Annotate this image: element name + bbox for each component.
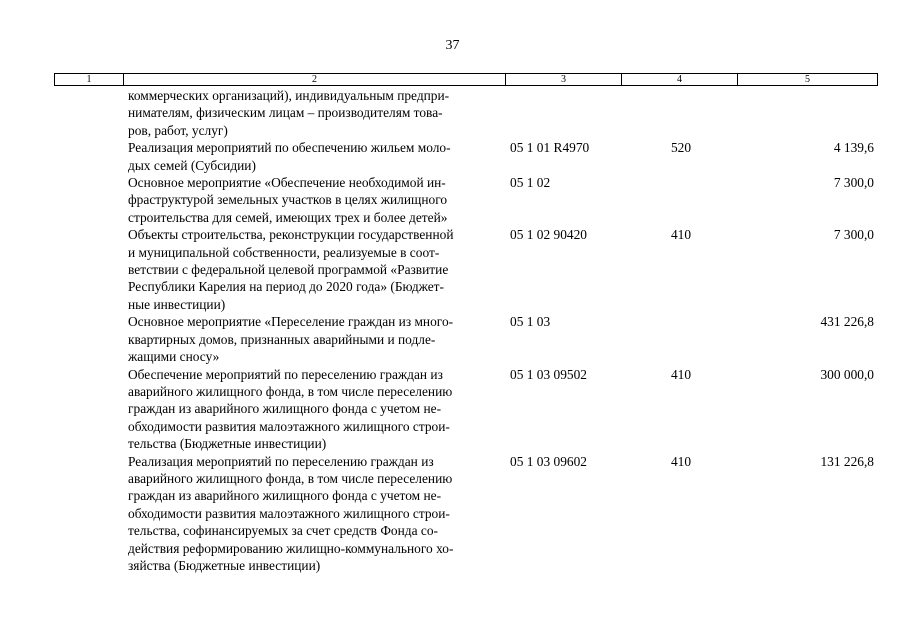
description-line: Реализация мероприятий по переселению граждан из (128, 453, 434, 469)
description-line: ров, работ, услуг) (128, 122, 228, 138)
column-header-5: 5 (805, 74, 810, 85)
row-amount: 7 300,0 (833, 227, 874, 243)
row-description (128, 139, 501, 174)
description-line: жащими сносу» (128, 349, 220, 365)
row-target-code: 05 1 03 09502 (510, 366, 587, 382)
description-line: фраструктурой земельных участков в целях жилищного (128, 192, 448, 208)
description-line: ветствии с федеральной целевой программой «Развитие (128, 262, 449, 278)
row-amount: 131 226,8 (820, 453, 874, 469)
column-header-2: 2 (124, 74, 506, 85)
table-row (0, 174, 905, 226)
table-row (0, 87, 905, 139)
description-line: Обеспечение мероприятий по переселению граждан из (128, 366, 443, 382)
description-line: Основное мероприятие «Переселение граждан из много- (128, 314, 454, 330)
description-line: граждан из аварийного жилищного фонда с учетом не- (128, 401, 442, 417)
table-row (0, 313, 905, 365)
description-line: действия реформированию жилищно-коммунального хо- (128, 540, 454, 556)
column-header-4: 4 (622, 74, 738, 85)
description-line: ные инвестиции) (128, 296, 226, 312)
row-amount: 4 139,6 (833, 140, 874, 156)
row-target-code: 05 1 02 (510, 175, 551, 191)
row-expense-type: 520 (670, 140, 692, 156)
table-row (0, 366, 905, 453)
description-line: тельства (Бюджетные инвестиции) (128, 436, 327, 452)
description-line: аварийного жилищного фонда, в том числе переселению (128, 470, 453, 486)
row-amount: 7 300,0 (833, 175, 874, 191)
page-number: 37 (445, 38, 460, 53)
row-target-code: 05 1 01 R4970 (510, 140, 590, 156)
row-description (128, 87, 501, 139)
description-line: строительства для семей, имеющих трех и более детей» (128, 209, 448, 225)
description-line: тельства, софинансируемых за счет средств Фонда со- (128, 523, 438, 539)
description-line: аварийного жилищного фонда, в том числе переселению (128, 383, 453, 399)
column-header-row (54, 73, 878, 86)
description-line: и муниципальной собственности, реализуемые в соот- (128, 244, 440, 260)
column-header-1: 1 (55, 74, 124, 85)
description-line: граждан из аварийного жилищного фонда с учетом не- (128, 488, 442, 504)
row-target-code: 05 1 03 (510, 314, 551, 330)
description-line: Основное мероприятие «Обеспечение необходимой ин- (128, 175, 446, 191)
row-description (128, 453, 501, 575)
description-line: коммерческих организаций), индивидуальным предпри- (128, 88, 450, 103)
row-expense-type: 410 (670, 453, 692, 469)
description-line: Реализация мероприятий по обеспечению жильем моло- (128, 140, 451, 156)
column-header-3: 3 (506, 74, 622, 85)
row-expense-type: 410 (670, 227, 692, 243)
row-target-code: 05 1 03 09602 (510, 453, 587, 469)
description-line: обходимости развития малоэтажного жилищного строи- (128, 505, 450, 521)
table-row (0, 453, 905, 575)
description-line: квартирных домов, признанных аварийными и подле- (128, 331, 436, 347)
description-line: нимателям, физическим лицам – производителям това- (128, 105, 443, 121)
row-amount: 431 226,8 (820, 314, 874, 330)
row-description (128, 226, 501, 313)
table-row (0, 226, 905, 313)
budget-table-body (0, 87, 905, 574)
row-amount: 300 000,0 (820, 366, 874, 382)
description-line: Республики Карелия на период до 2020 года» (Бюджет- (128, 279, 444, 295)
description-line: Объекты строительства, реконструкции государственной (128, 227, 454, 243)
description-line: обходимости развития малоэтажного жилищного строи- (128, 418, 450, 434)
table-row (0, 139, 905, 174)
row-description (128, 174, 501, 226)
row-description (128, 313, 501, 365)
description-line: зяйства (Бюджетные инвестиции) (128, 557, 321, 573)
row-target-code: 05 1 02 90420 (510, 227, 587, 243)
row-expense-type: 410 (670, 366, 692, 382)
description-line: дых семей (Субсидии) (128, 157, 256, 173)
row-description (128, 366, 501, 453)
